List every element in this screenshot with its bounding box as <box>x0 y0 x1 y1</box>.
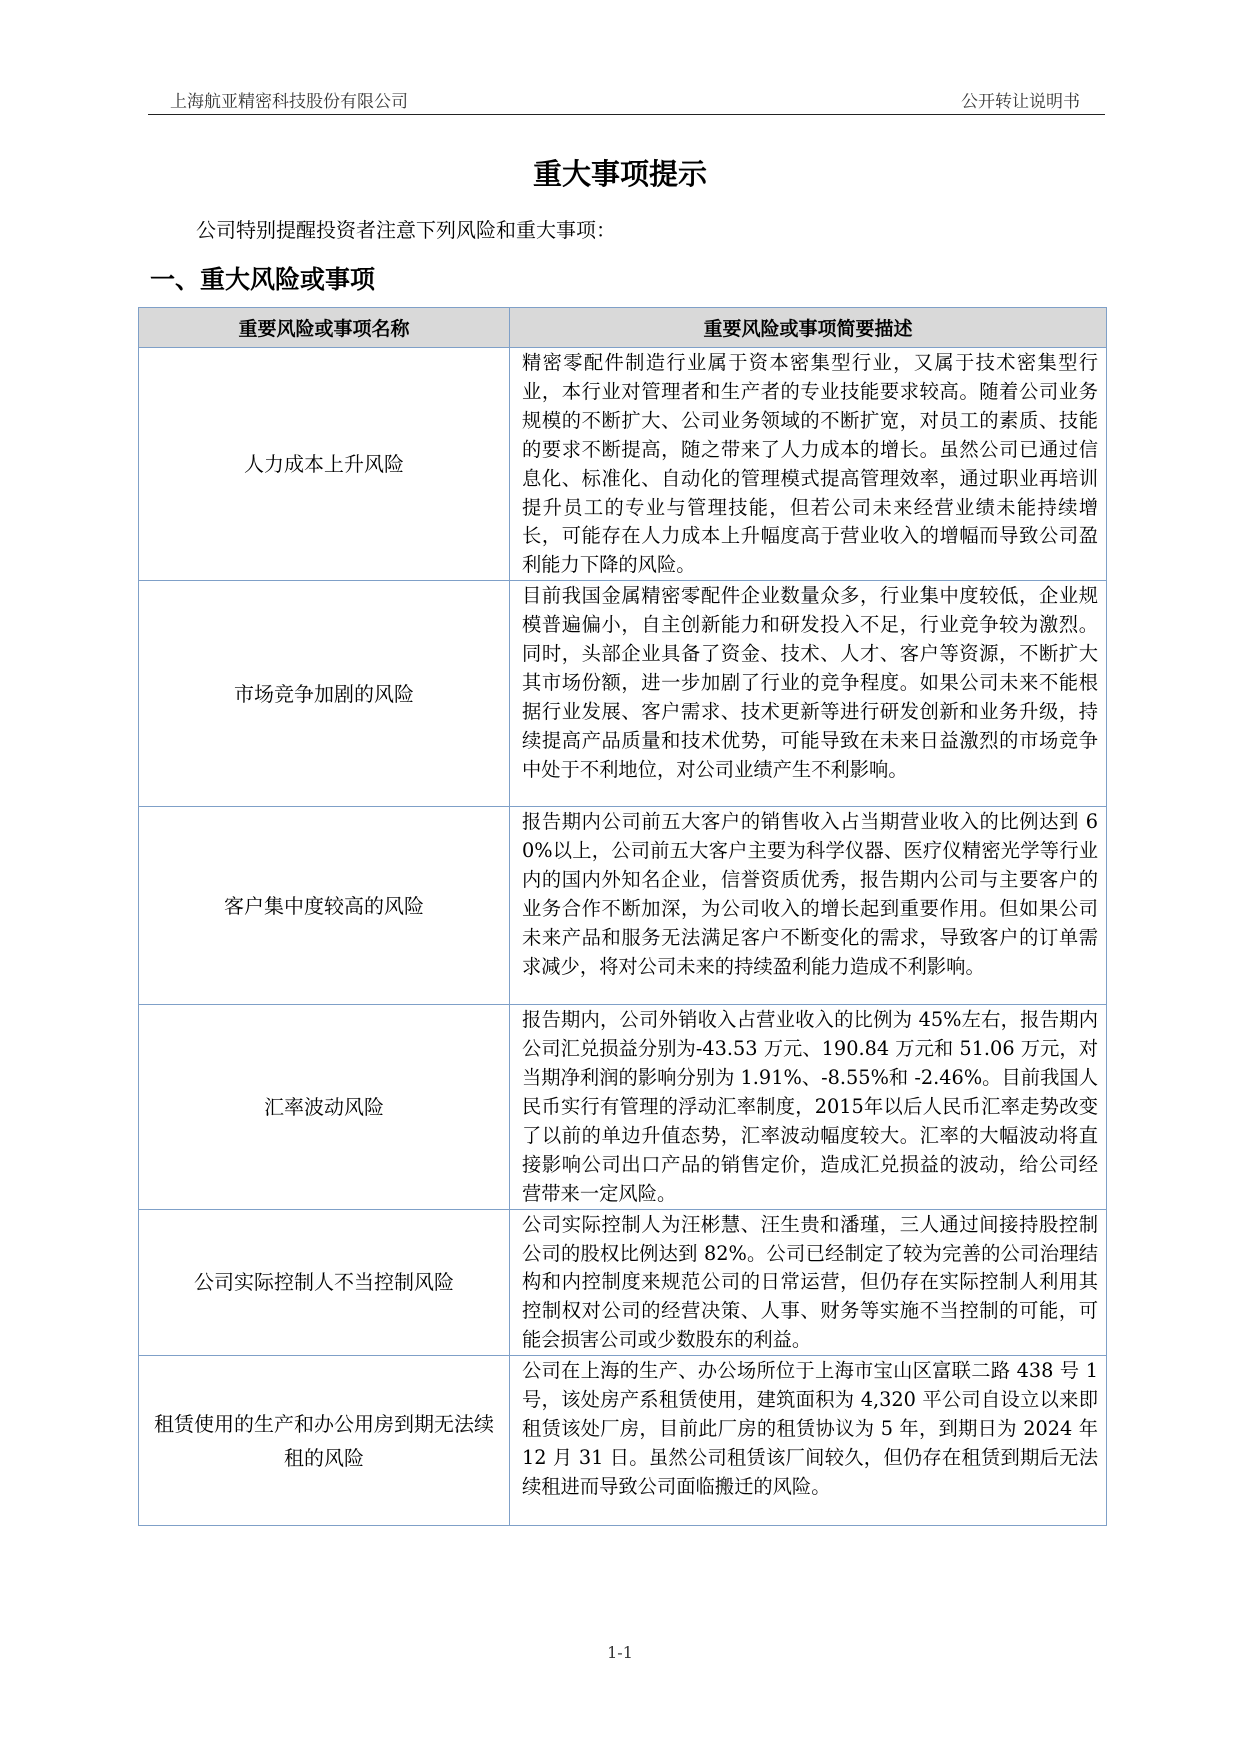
risk-name: 租赁使用的生产和办公用房到期无法续租的风险 <box>139 1356 510 1526</box>
risk-name: 汇率波动风险 <box>139 1005 510 1209</box>
table-header-row <box>139 308 1107 348</box>
risk-description: 公司实际控制人为汪彬慧、汪生贵和潘瑾，三人通过间接持股控制公司的股权比例达到 82%。公司已经制定了较为完善的公司治理结构和内控制度来规范公司的日常运营，但仍存在实际控制人利用其控制权对公司的经营决策、人事、财务等实施不当控制的可能，可能会损害公司或少数股东的利益。 <box>510 1209 1107 1356</box>
intro-paragraph: 公司特别提醒投资者注意下列风险和重大事项： <box>196 218 616 242</box>
risk-description: 精密零配件制造行业属于资本密集型行业，又属于技术密集型行业，本行业对管理者和生产者的专业技能要求较高。随着公司业务规模的不断扩大、公司业务领域的不断扩宽，对员工的素质、技能的要求不断提高，随之带来了人力成本的增长。虽然公司已通过信息化、标准化、自动化的管理模式提高管理效率，通过职业再培训提升员工的专业与管理技能，但若公司未来经营业绩未能持续增长，可能存在人力成本上升幅度高于营业收入的增幅而导致公司盈利能力下降的风险。 <box>510 348 1107 581</box>
header-document-type: 公开转让说明书 <box>961 92 1080 112</box>
risk-description: 报告期内公司前五大客户的销售收入占当期营业收入的比例达到 60%以上，公司前五大客户主要为科学仪器、医疗仪精密光学等行业内的国内外知名企业，信誉资质优秀，报告期内公司与主要客户的业务合作不断加深，为公司收入的增长起到重要作用。但如果公司未来产品和服务无法满足客户不断变化的需求，导致客户的订单需求减少，将对公司未来的持续盈利能力造成不利影响。 <box>510 807 1107 1005</box>
table-row <box>139 348 1107 581</box>
header-divider <box>148 114 1105 115</box>
risk-name: 客户集中度较高的风险 <box>139 807 510 1005</box>
page-number: 1-1 <box>607 1643 633 1662</box>
risk-name: 人力成本上升风险 <box>139 348 510 581</box>
column-header-description: 重要风险或事项简要描述 <box>510 308 1107 348</box>
page-title: 重大事项提示 <box>532 157 707 191</box>
header-company-name: 上海航亚精密科技股份有限公司 <box>170 92 408 112</box>
table-row <box>139 1356 1107 1526</box>
risk-name: 市场竞争加剧的风险 <box>139 581 510 807</box>
column-header-name: 重要风险或事项名称 <box>139 308 510 348</box>
risk-description: 目前我国金属精密零配件企业数量众多，行业集中度较低，企业规模普遍偏小，自主创新能力和研发投入不足，行业竞争较为激烈。同时，头部企业具备了资金、技术、人才、客户等资源，不断扩大其市场份额，进一步加剧了行业的竞争程度。如果公司未来不能根据行业发展、客户需求、技术更新等进行研发创新和业务升级，持续提高产品质量和技术优势，可能导致在未来日益激烈的市场竞争中处于不利地位，对公司业绩产生不利影响。 <box>510 581 1107 807</box>
risk-description: 报告期内，公司外销收入占营业收入的比例为 45%左右，报告期内公司汇兑损益分别为-43.53 万元、190.84 万元和 51.06 万元，对当期净利润的影响分别为 1.91%、-8.55%和 -2.46%。目前我国人民币实行有管理的浮动汇率制度，2015年以后人民币汇率走势改变了以前的单边升值态势，汇率波动幅度较大。汇率的大幅波动将直接影响公司出口产品的销售定价，造成汇兑损益的波动，给公司经营带来一定风险。 <box>510 1005 1107 1209</box>
table-row <box>139 581 1107 807</box>
risk-name: 公司实际控制人不当控制风险 <box>139 1209 510 1356</box>
risk-description: 公司在上海的生产、办公场所位于上海市宝山区富联二路 438 号 1 号，该处房产系租赁使用，建筑面积为 4,320 平公司自设立以来即租赁该处厂房，目前此厂房的租赁协议为 5 年，到期日为 2024 年 12 月 31 日。虽然公司租赁该厂间较久，但仍存在租赁到期后无法续租进而导致公司面临搬迁的风险。 <box>510 1356 1107 1526</box>
section-heading: 一、重大风险或事项 <box>150 265 376 294</box>
table-row <box>139 1005 1107 1209</box>
risk-table <box>138 307 1107 1526</box>
table-row <box>139 1209 1107 1356</box>
table-row <box>139 807 1107 1005</box>
